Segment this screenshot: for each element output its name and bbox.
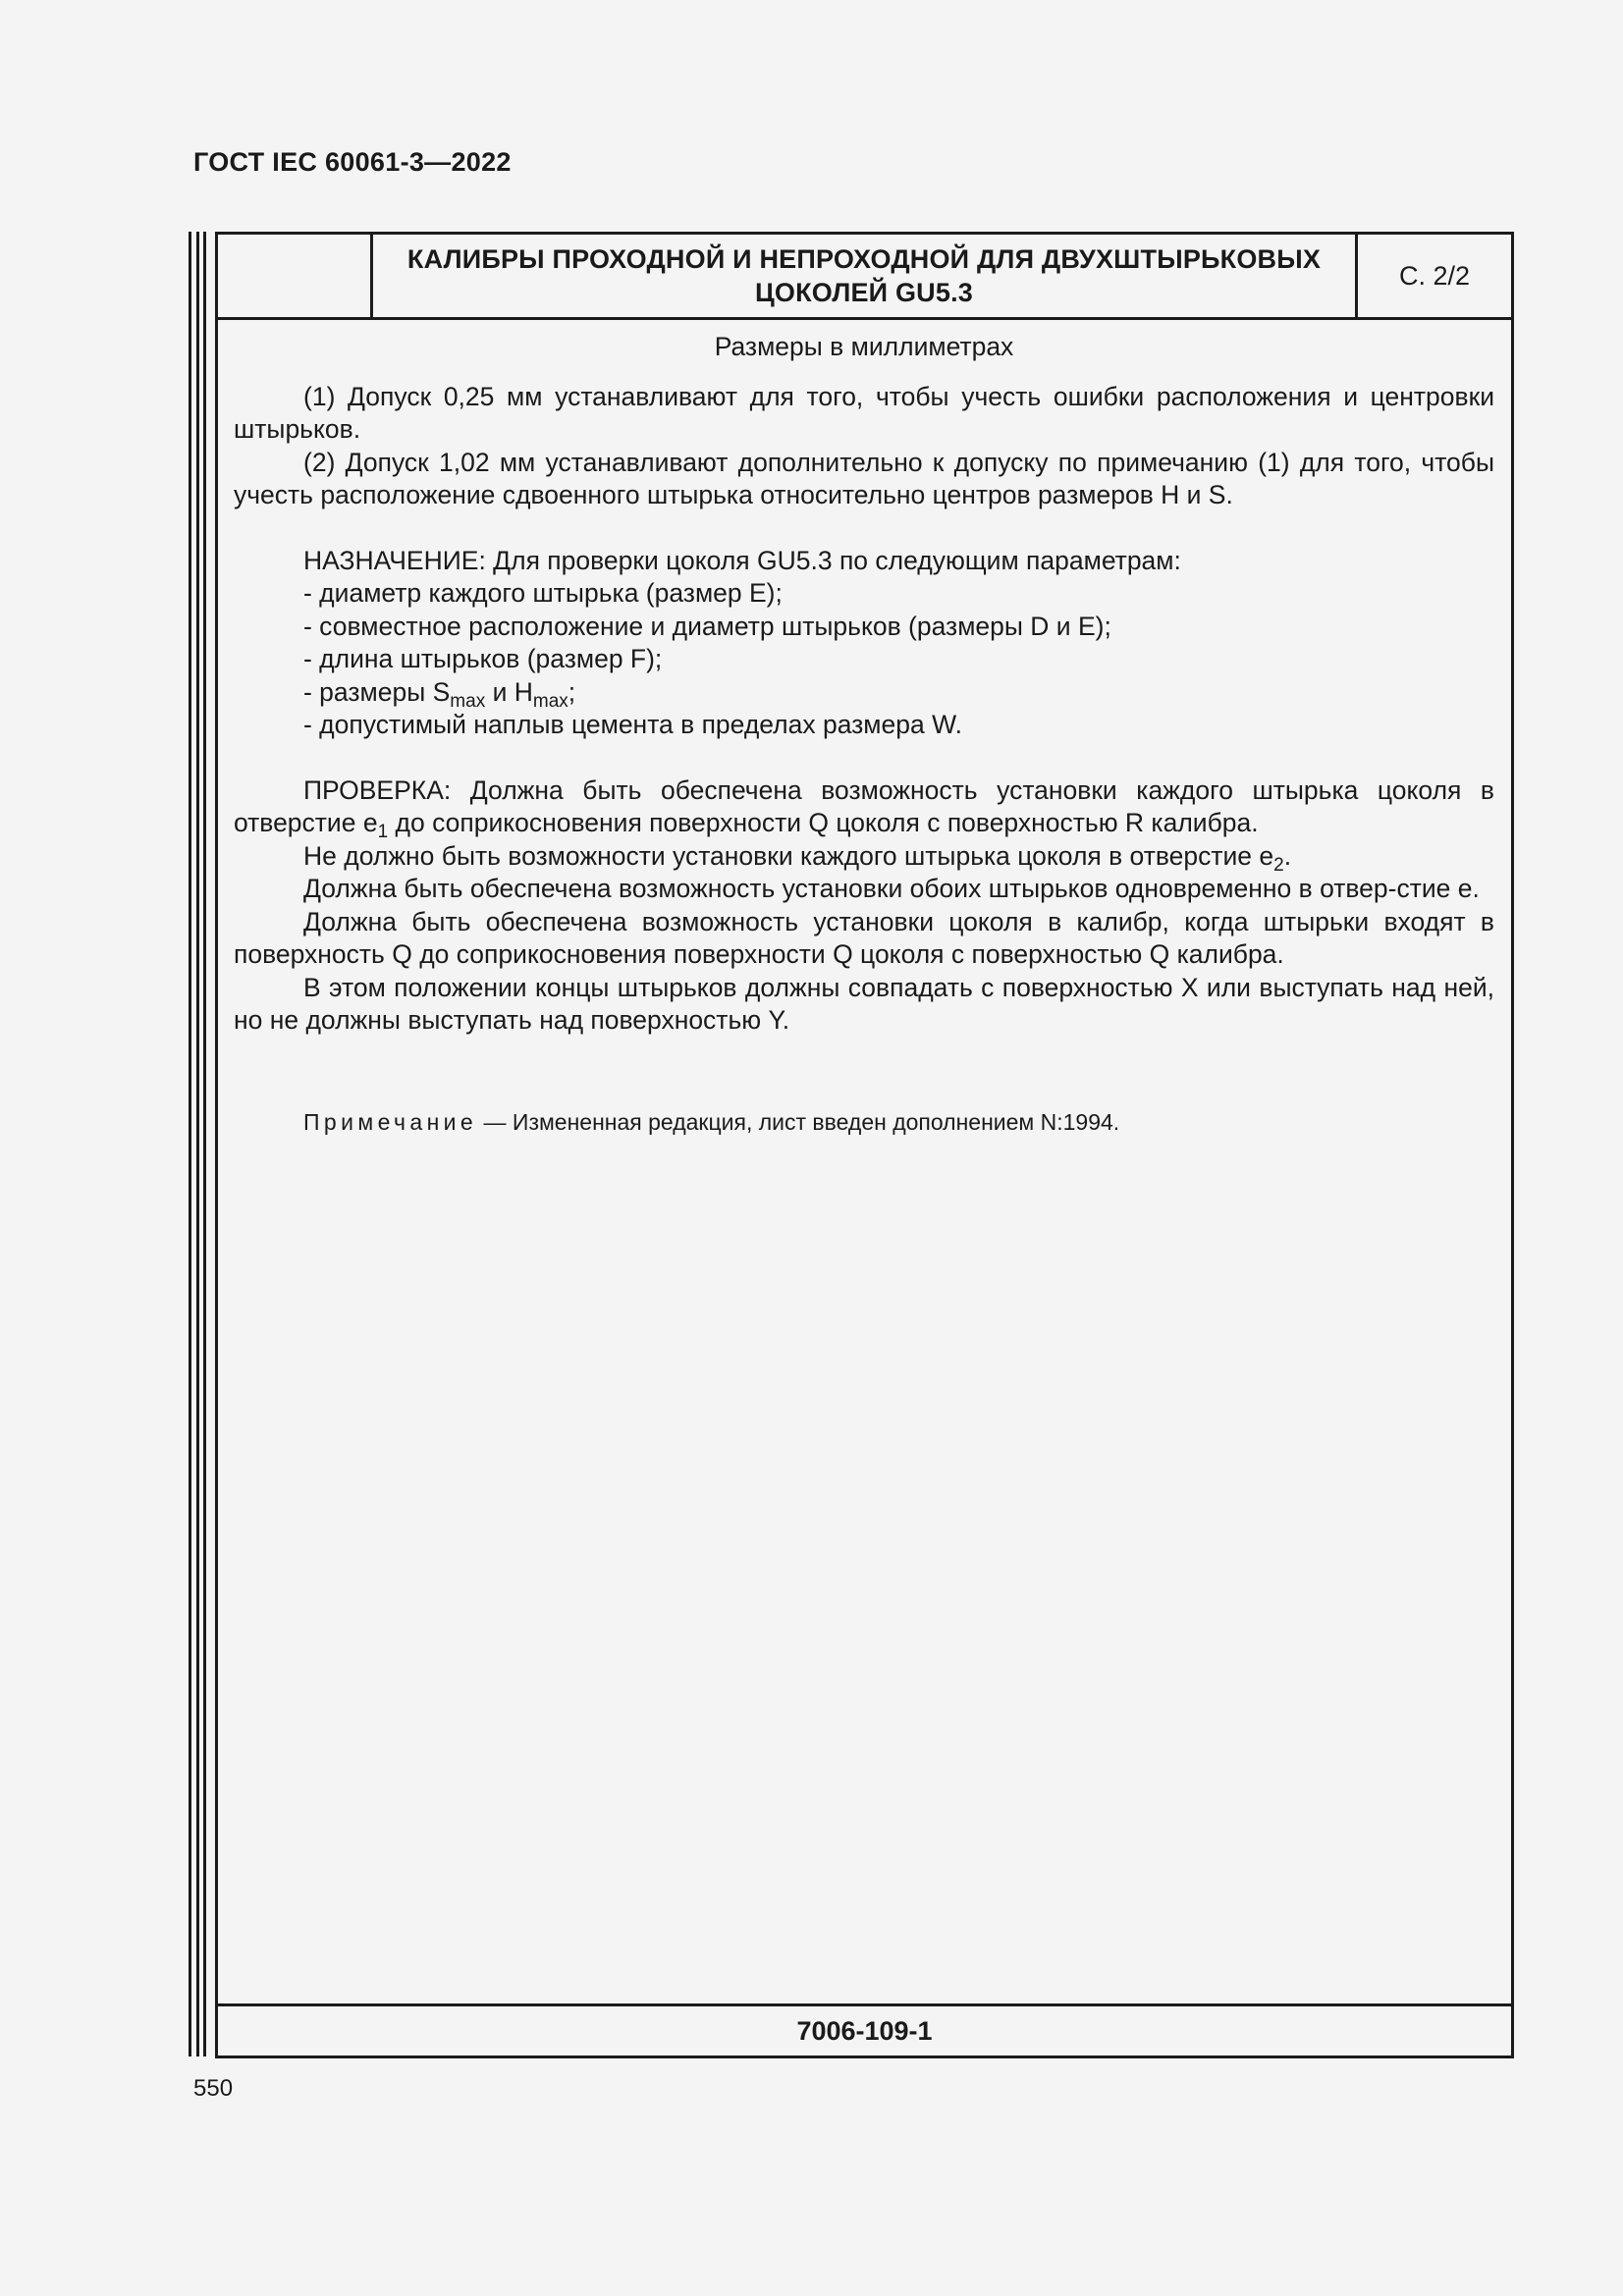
binding-rule: [203, 232, 206, 2056]
sheet-title: [373, 235, 1358, 317]
purpose-item-sizes: - размеры $S_{max}$ и $H_{max}$;: [303, 676, 576, 712]
purpose-item: - диаметр каждого штырька (размер Е);: [303, 578, 783, 608]
binding-rule: [189, 232, 191, 2056]
sheet-page-label: С. 2/2: [1398, 260, 1471, 291]
purpose-item: - длина штырьков (размер F);: [303, 644, 663, 673]
units-caption: Размеры в миллиметрах: [714, 332, 1014, 361]
sheet-title-line2: ЦОКОЛЕЙ GU5.3: [754, 278, 974, 307]
purpose-item: - совместное расположение и диаметр штырьков (размеры D и Е);: [303, 611, 1111, 641]
document-standard-id: ГОСТ IEC 60061-3—2022: [193, 147, 512, 177]
check-paragraph-2: Не должно быть возможности установки каждого штырька цоколя в отверстие $e_2$.: [303, 840, 1292, 876]
title-empty-cell: [218, 235, 373, 317]
purpose-item: - допустимый наплыв цемента в пределах размера W.: [303, 710, 962, 739]
check-paragraph-5: В этом положении концы штырьков должны совпадать с поверхностью X или выступать над ней, но не должны выступать над поверхностью Y.: [234, 972, 1494, 1035]
sheet-content: [234, 331, 1494, 1139]
check-paragraph-1: ПРОВЕРКА: Должна быть обеспечена возможность установки каждого штырька цоколя в отверстие $e_1$ до соприкосновения поверхности Q цоколя с поверхностью R калибра.: [234, 774, 1494, 842]
sheet-frame: [215, 232, 1514, 2058]
purpose-heading: НАЗНАЧЕНИЕ: Для проверки цоколя GU5.3 по следующим параметрам:: [303, 545, 1181, 575]
sheet-code: 7006-109-1: [218, 2003, 1511, 2056]
check-paragraph-3: Должна быть обеспечена возможность установки обоих штырьков одновременно в отвер-стие е.: [303, 874, 1480, 903]
check-paragraph-4: Должна быть обеспечена возможность установки цоколя в калибр, когда штырьки входят в поверхность Q до соприкосновения поверхности Q цоколя с поверхностью Q калибра.: [234, 906, 1494, 969]
sheet-title-line1: КАЛИБРЫ ПРОХОДНОЙ И НЕПРОХОДНОЙ ДЛЯ ДВУХШТЫРЬКОВЫХ: [406, 244, 1322, 274]
page-number: 550: [193, 2075, 234, 2102]
title-block: [218, 235, 1511, 320]
tolerance-note-1: (1) Допуск 0,25 мм устанавливают для того, чтобы учесть ошибки расположения и центровки штырьков.: [234, 381, 1494, 444]
binding-rule: [196, 232, 199, 2056]
revision-note: Примечание — Измененная редакция, лист введен дополнением N:1994.: [303, 1108, 1120, 1135]
binding-rules: [189, 232, 212, 2056]
tolerance-note-2: (2) Допуск 1,02 мм устанавливают дополнительно к допуску по примечанию (1) для того, чтобы учесть расположение сдвоенного штырька относительно центров размеров H и S.: [234, 447, 1494, 509]
